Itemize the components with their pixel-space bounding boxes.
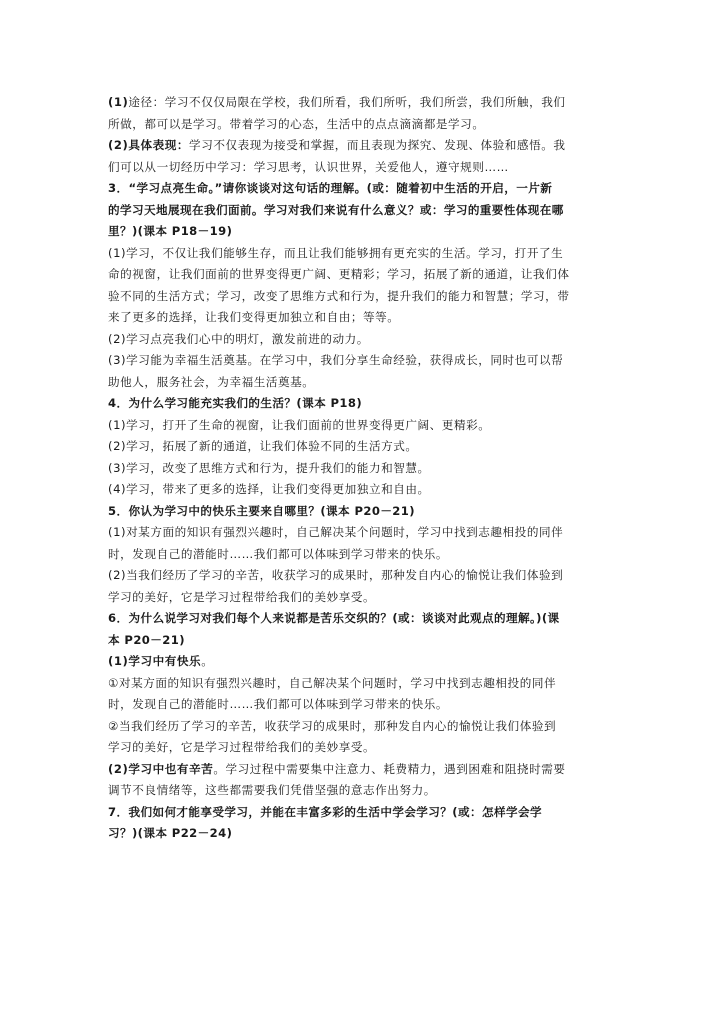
bold-lead-text: (1)学习中有快乐 xyxy=(108,654,202,668)
line-text: 来了更多的选择，让我们变得更加独立和自由；等等。 xyxy=(108,310,400,324)
question-heading-line: 7．我们如何才能享受学习，并能在丰富多彩的生活中学会学习？(或：怎样学会学 xyxy=(108,804,542,819)
line-text: 学习的美好，它是学习过程带给我们的美妙享受。 xyxy=(108,589,376,604)
body-text-line xyxy=(108,565,616,587)
line-text: (2)学习，拓展了新的通道，让我们体验不同的生活方式。 xyxy=(108,439,418,453)
bold-lead-text: (2)学习中也有辛苦 xyxy=(108,761,214,776)
line-text: 助他人，服务社会，为幸福生活奠基。 xyxy=(108,374,315,389)
line-text: 。学习过程中需要集中注意力、耗费精力，遇到困难和阻挠时需要 xyxy=(213,761,566,776)
line-text: (2)学习点亮我们心中的明灯，激发前进的动力。 xyxy=(108,331,369,346)
line-text: 验不同的生活方式；学习，改变了思维方式和行为，提升我们的能力和智慧；学习，带 xyxy=(108,288,570,303)
line-text: 调节不良情绪等，这些都需要我们凭借坚强的意志作出努力。 xyxy=(108,783,436,797)
body-text-line xyxy=(108,673,616,695)
body-text-line xyxy=(108,92,616,114)
line-text: 们可以从一切经历中学习：学习思考，认识世界，关爱他人，遵守规则…… xyxy=(108,159,509,174)
question-heading-line: 4．为什么学习能充实我们的生活？(课本 P18) xyxy=(108,396,363,410)
question-heading-line: 3．“学习点亮生命。”请你谈谈对这句话的理解。(或：随着初中生活的开启，一片新 xyxy=(108,181,553,195)
body-text-line xyxy=(108,114,616,136)
line-text: 命的视窗，让我们面前的世界变得更广阔、更精彩；学习，拓展了新的通道，让我们体 xyxy=(108,267,570,281)
body-text-line xyxy=(108,716,616,738)
question-heading-line: 的学习天地展现在我们面前。学习对我们来说有什么意义？或：学习的重要性体现在哪 xyxy=(108,202,564,217)
line-text: (1)对某方面的知识有强烈兴趣时，自己解决某个问题时，学习中找到志趣相投的同伴 xyxy=(108,525,564,539)
body-text-line xyxy=(108,651,616,673)
line-text: 。 xyxy=(201,654,214,668)
line-text: (1)学习，不仅让我们能够生存，而且让我们能够拥有更充实的生活。学习，打开了生 xyxy=(108,245,564,260)
line-text: (3)学习能为幸福生活奠基。在学习中，我们分享生命经验，获得成长，同时也可以帮 xyxy=(108,353,564,367)
line-text: 学习不仅表现为接受和掌握，而且表现为探究、发现、体验和感悟。我 xyxy=(189,138,566,152)
body-text-line xyxy=(108,458,616,480)
question-heading-line: 6．为什么说学习对我们每个人来说都是苦乐交织的？(或：谈谈对此观点的理解。)(课 xyxy=(108,611,560,625)
body-text-line xyxy=(108,350,616,372)
body-text-line xyxy=(108,415,616,437)
document-page xyxy=(108,92,616,845)
body-text-line xyxy=(108,737,616,759)
body-text-line xyxy=(108,307,616,329)
line-text: (1)学习，打开了生命的视窗，让我们面前的世界变得更广阔、更精彩。 xyxy=(108,417,491,432)
body-text-line xyxy=(108,436,616,458)
question-heading-line: 习？)(课本 P22－24) xyxy=(108,826,233,840)
line-text: (2)当我们经历了学习的辛苦，收获学习的成果时，那种发自内心的愉悦让我们体验到 xyxy=(108,568,564,582)
line-text: ②当我们经历了学习的辛苦，收获学习的成果时，那种发自内心的愉悦让我们体验到 xyxy=(108,718,557,733)
line-text: 所做，都可以是学习。带着学习的心态，生活中的点点滴滴都是学习。 xyxy=(108,116,485,131)
body-text-line xyxy=(108,587,616,609)
body-text-line xyxy=(108,135,616,157)
bold-lead-text: (2)具体表现： xyxy=(108,138,190,152)
body-text-line xyxy=(108,780,616,802)
line-text: (4)学习，带来了更多的选择，让我们变得更加独立和自由。 xyxy=(108,482,430,496)
line-text: 途径：学习不仅仅局限在学校，我们所看，我们所听，我们所尝，我们所触，我们 xyxy=(128,95,566,109)
body-text-line xyxy=(108,694,616,716)
body-text-line xyxy=(108,479,616,501)
line-text: (3)学习，改变了思维方式和行为，提升我们的能力和智慧。 xyxy=(108,460,430,475)
line-text: 时，发现自己的潜能时……我们都可以体味到学习带来的快乐。 xyxy=(108,697,449,711)
body-text-line xyxy=(108,544,616,566)
body-text-line xyxy=(108,243,616,265)
question-heading-line: 本 P20－21) xyxy=(108,632,185,647)
body-text-line xyxy=(108,759,616,781)
body-text-line xyxy=(108,286,616,308)
line-text: ①对某方面的知识有强烈兴趣时，自己解决某个问题时，学习中找到志趣相投的同伴 xyxy=(108,675,557,690)
line-text: 时，发现自己的潜能时……我们都可以体味到学习带来的快乐。 xyxy=(108,546,449,561)
body-text-line xyxy=(108,522,616,544)
body-text-line xyxy=(108,264,616,286)
body-text-line xyxy=(108,329,616,351)
question-heading-line: 里？)(课本 P18－19) xyxy=(108,224,233,238)
body-text-line xyxy=(108,372,616,394)
body-text-line xyxy=(108,157,616,179)
bold-lead-text: (1) xyxy=(108,95,129,109)
line-text: 学习的美好，它是学习过程带给我们的美妙享受。 xyxy=(108,740,376,754)
question-heading-line: 5．你认为学习中的快乐主要来自哪里？(课本 P20－21) xyxy=(108,503,415,518)
